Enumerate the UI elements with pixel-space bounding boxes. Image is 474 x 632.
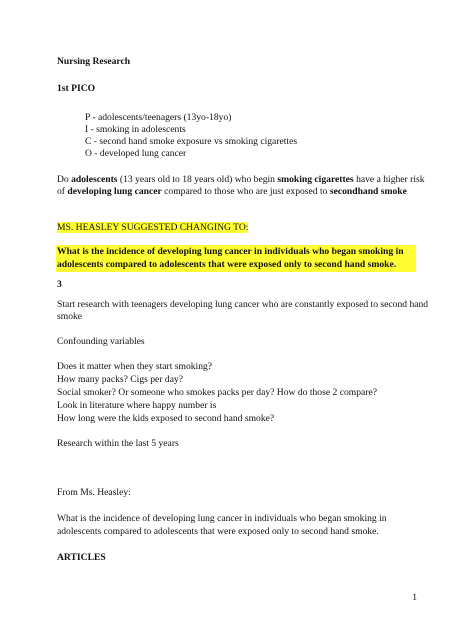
articles-heading: ARTICLES: [57, 552, 106, 563]
statement-text: compared to those who are just exposed to: [161, 186, 330, 197]
pico-population: P - adolescents/teenagers (13yo-18yo): [85, 112, 232, 123]
final-question-line-1: What is the incidence of developing lung cancer in individuals who began smoking in: [57, 513, 387, 524]
statement-text: (13 years old to 18 years old) who begin: [117, 174, 278, 185]
statement-emphasis: smoking cigarettes: [277, 174, 354, 185]
pico-heading: 1st PICO: [57, 83, 96, 94]
confounding-heading: Confounding variables: [57, 336, 145, 347]
research-note-line-1: Start research with teenagers developing lung cancer who are constantly exposed to second hand: [57, 299, 429, 310]
suggestion-heading: [57, 222, 248, 234]
suggestion-heading-text: MS. HEASLEY SUGGESTED CHANGING TO:: [57, 222, 249, 233]
question-item: Social smoker? Or someone who smokes packs per day? How do those 2 compare?: [57, 387, 377, 398]
question-item: Does it matter when they start smoking?: [57, 361, 213, 372]
document-title: Nursing Research: [57, 56, 131, 67]
statement-text: of: [57, 186, 68, 197]
section-number: 3: [57, 279, 62, 290]
research-timeframe: Research within the last 5 years: [57, 438, 179, 449]
statement-emphasis: secondhand smoke: [329, 186, 407, 197]
question-item: How long were the kids exposed to second hand smoke?: [57, 413, 275, 424]
pico-statement-line-2: [57, 186, 407, 198]
question-item: How many packs? Cigs per day?: [57, 374, 184, 385]
pico-comparison: C - second hand smoke exposure vs smoking cigarettes: [85, 136, 298, 147]
statement-text: have a higher risk: [353, 174, 425, 185]
question-item: Look in literature where happy number is: [57, 400, 217, 411]
suggestion-line-2: adolescents compared to adolescents that were exposed only to second hand smoke.: [57, 259, 397, 270]
statement-emphasis: adolescents: [71, 174, 118, 185]
page-number: 1: [412, 592, 417, 603]
final-question-line-2: adolescents compared to adolescents that were exposed only to second hand smoke.: [57, 526, 379, 537]
pico-outcome: O - developed lung cancer: [85, 148, 187, 159]
statement-text: Do: [57, 174, 72, 185]
pico-statement-line-1: [57, 174, 425, 186]
from-label: From Ms. Heasley:: [57, 487, 131, 498]
research-note-line-2: smoke: [57, 311, 83, 322]
suggestion-line-1: What is the incidence of developing lung cancer in individuals who began smoking in: [57, 246, 404, 257]
pico-intervention: I - smoking in adolescents: [85, 124, 186, 135]
statement-emphasis: developing lung cancer: [67, 186, 162, 197]
